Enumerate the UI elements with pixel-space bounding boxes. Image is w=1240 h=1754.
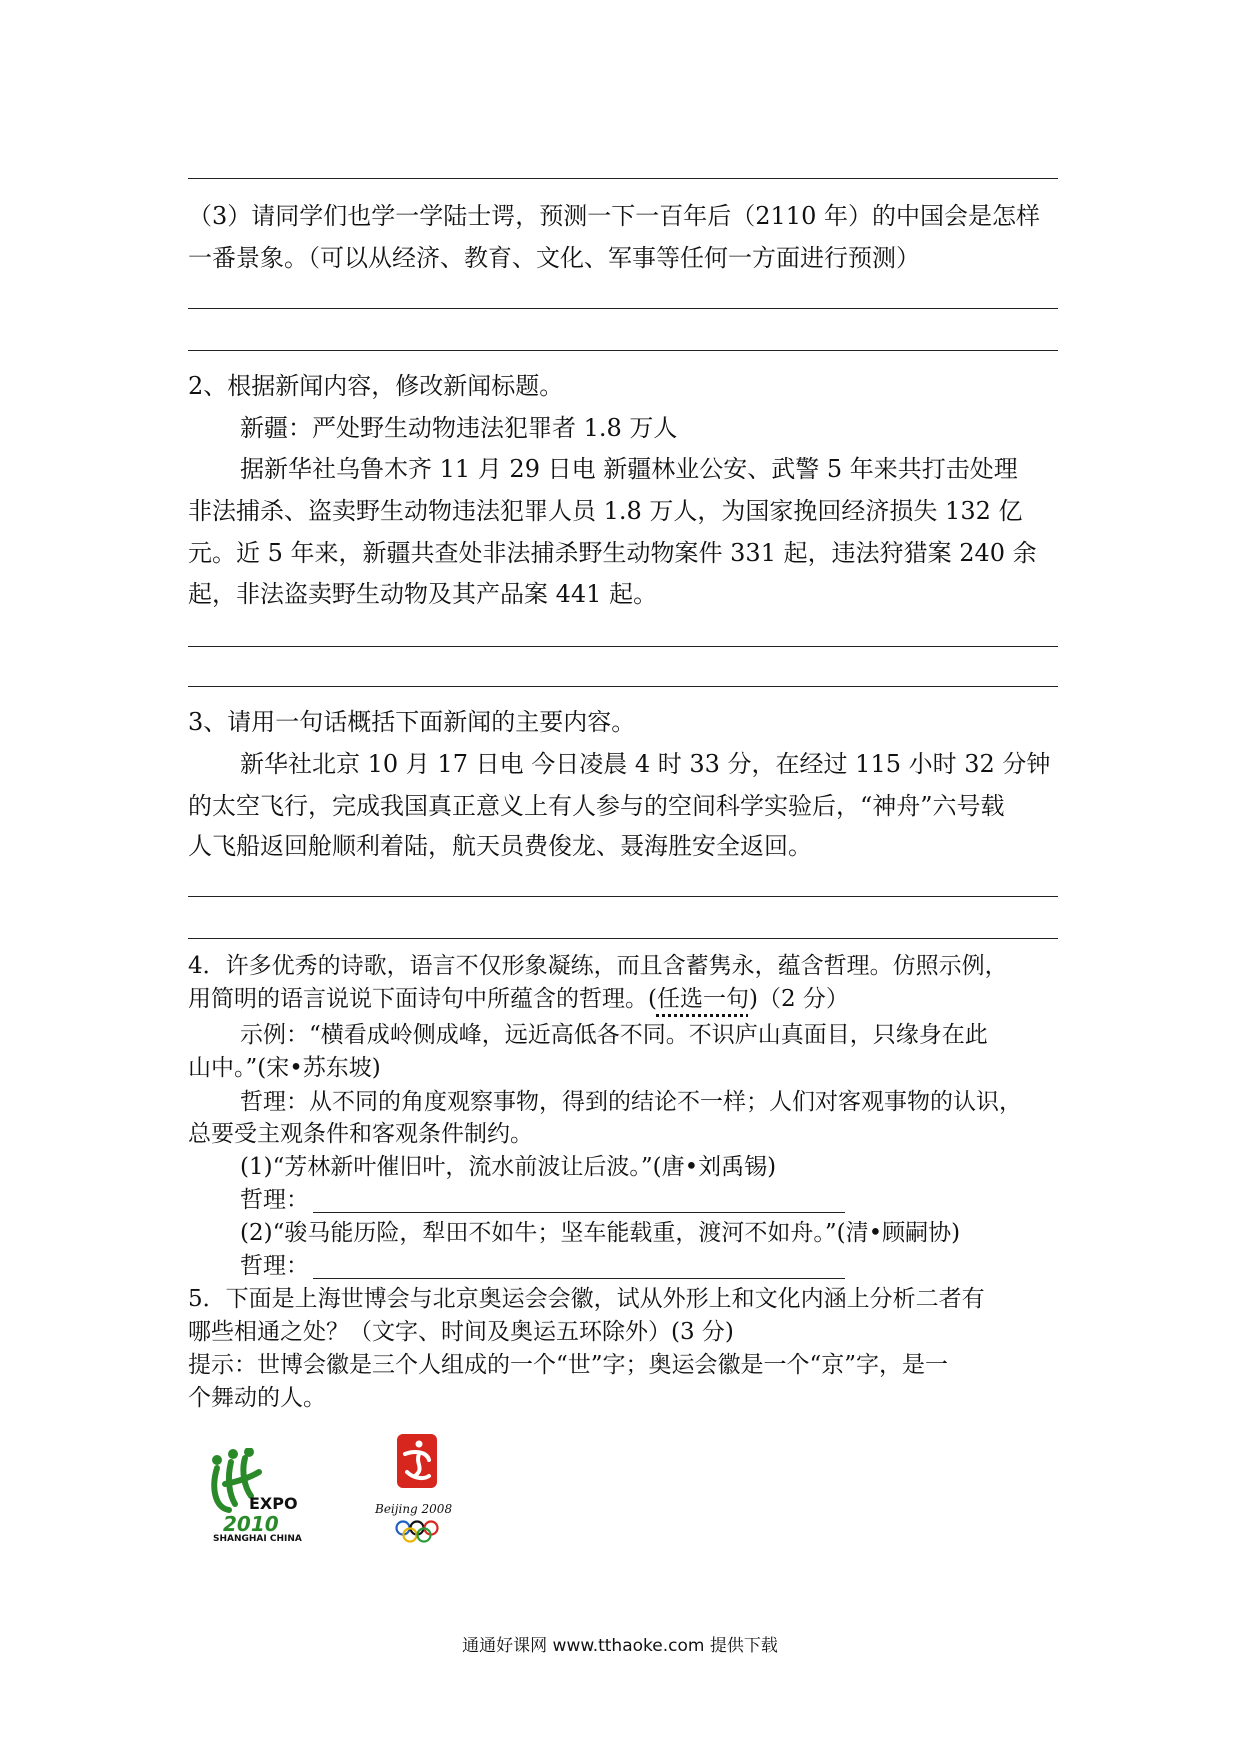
q3-heading: 3、请用一句话概括下面新闻的主要内容。	[188, 708, 636, 736]
q4-philosophy-line1: 哲理：从不同的角度观察事物，得到的结论不一样；人们对客观事物的认识，	[240, 1089, 1022, 1115]
q2-body-line1: 据新华社乌鲁木齐 11 月 29 日电 新疆林业公安、武警 5 年来共打击处理	[240, 455, 1018, 483]
q5-hint-line2: 个舞动的人。	[188, 1385, 326, 1411]
beijing-2008-emblem	[375, 1432, 465, 1552]
expo-year: 2010	[223, 1512, 279, 1536]
q4-line2: 用简明的语言说说下面诗句中所蕴含的哲理。(任选一句)（2 分）	[188, 986, 849, 1012]
olympic-rings-icon	[397, 1522, 438, 1542]
q3-body-line1: 新华社北京 10 月 17 日电 今日凌晨 4 时 33 分，在经过 115 小时 32 分钟	[240, 750, 1051, 778]
expo-2010-emblem	[205, 1448, 300, 1548]
q3-body-line2: 的太空飞行，完成我国真正意义上有人参与的空间科学实验后，“神舟”六号载	[188, 792, 1005, 820]
q1-part3-line1: （3）请同学们也学一学陆士谔，预测一下一百年后（2110 年）的中国会是怎样	[188, 202, 1040, 230]
q4-emphasis: 任选一句	[656, 986, 749, 1012]
q2-headline: 新疆：严处野生动物违法犯罪者 1.8 万人	[240, 414, 678, 442]
q2-body-line3: 元。近 5 年来，新疆共查处非法捕杀野生动物案件 331 起，违法狩猎案 240 余	[188, 539, 1037, 567]
q3-body-line3: 人飞船返回舱顺利着陆，航天员费俊龙、聂海胜安全返回。	[188, 832, 812, 860]
answer-line	[188, 178, 1058, 179]
q2-heading: 2、根据新闻内容，修改新闻标题。	[188, 372, 564, 400]
q4-example-line2: 山中。”(宋•苏东坡)	[188, 1055, 381, 1081]
q1-part3-line2: 一番景象。（可以从经济、教育、文化、军事等任何一方面进行预测）	[188, 244, 920, 272]
answer-line	[188, 308, 1058, 309]
q4-poem1: (1)“芳林新叶催旧叶，流水前波让后波。”(唐•刘禹锡)	[240, 1154, 777, 1180]
answer-line	[188, 896, 1058, 897]
q5-hint-line1: 提示：世博会徽是三个人组成的一个“世”字；奥运会徽是一个“京”字，是一	[188, 1352, 949, 1378]
q5-line1: 5．下面是上海世博会与北京奥运会会徽，试从外形上和文化内涵上分析二者有	[188, 1286, 985, 1312]
q4-line1: 4．许多优秀的诗歌，语言不仅形象凝练，而且含蓄隽永，蕴含哲理。仿照示例，	[188, 953, 1008, 979]
q4-poem2: (2)“骏马能历险，犁田不如牛；坚车能载重，渡河不如舟。”(清•顾嗣协)	[240, 1220, 961, 1246]
q4-example-line1: 示例：“横看成岭侧成峰，远近高低各不同。不识庐山真面目，只缘身在此	[240, 1022, 988, 1048]
expo-place: SHANGHAI CHINA	[213, 1534, 302, 1544]
q4-answer1: 哲理：	[240, 1184, 1058, 1216]
answer-line	[188, 938, 1058, 939]
answer-line	[188, 646, 1058, 647]
worksheet-page	[188, 0, 1058, 1754]
answer-blank-2[interactable]	[313, 1254, 845, 1279]
expo-word: EXPO	[249, 1494, 298, 1513]
answer-line	[188, 686, 1058, 687]
q4-answer2: 哲理：	[240, 1250, 1058, 1282]
q2-body-line4: 起，非法盗卖野生动物及其产品案 441 起。	[188, 580, 658, 608]
beijing-text: Beijing 2008	[375, 1502, 453, 1516]
answer-blank-1[interactable]	[313, 1188, 845, 1213]
q4-philosophy-line2: 总要受主观条件和客观条件制约。	[188, 1121, 533, 1147]
q2-body-line2: 非法捕杀、盗卖野生动物违法犯罪人员 1.8 万人，为国家挽回经济损失 132 亿	[188, 497, 1023, 525]
page-footer: 通通好课网 www.tthaoke.com 提供下载	[462, 1636, 778, 1656]
answer-line	[188, 350, 1058, 351]
q5-line2: 哪些相通之处？（文字、时间及奥运五环除外）(3 分)	[188, 1319, 734, 1345]
